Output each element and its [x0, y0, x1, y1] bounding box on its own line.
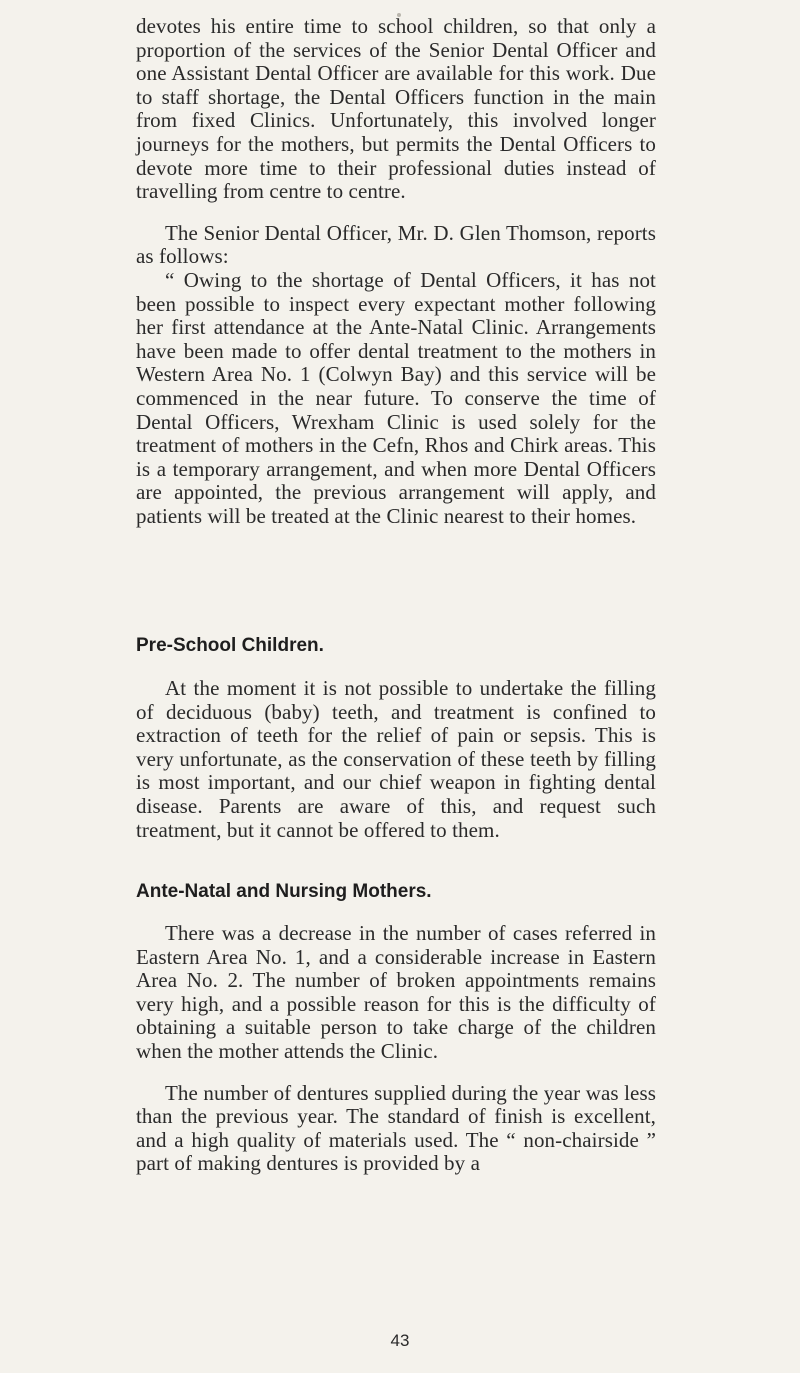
paragraph-pre-school: At the moment it is not possible to undertake the filling of deciduous (baby) teeth, and treatment is confined to extraction of teeth for the relief of pain or sepsis. This is very unfortunate, as the conservation of these teeth by filling is most important, and our chief weapon in fighting dental disease. Parents are aware of this, and request such treatment, but it cannot be offered to them.	[136, 676, 656, 842]
pre-school-section	[136, 677, 656, 842]
page-number: 43	[390, 1331, 410, 1350]
intro-section	[136, 15, 656, 528]
ante-natal-section	[136, 922, 656, 1176]
heading-pre-school-children: Pre-School Children.	[136, 635, 324, 656]
paragraph-senior-officer-quote: “ Owing to the shortage of Dental Officers, it has not been possible to inspect every expectant mother following her first attendance at the Ante-Natal Clinic. Arrangements have been made to offer dental treatment to the mothers in Western Area No. 1 (Colwyn Bay) and this service will be commenced in the near future. To conserve the time of Dental Officers, Wrexham Clinic is used solely for the treatment of mothers in the Cefn, Rhos and Chirk areas. This is a temporary arrangement, and when more Dental Officers are appointed, the previous arrangement will apply, and patients will be treated at the Clinic nearest to their homes.	[136, 267, 656, 528]
paragraph-referred-cases: There was a decrease in the number of cases referred in Eastern Area No. 1, and a considerable increase in Eastern Area No. 2. The number of broken appointments remains very high, and a possible reason for this is the difficulty of obtaining a suitable person to take charge of the children when the mother attends the Clinic.	[136, 921, 656, 1063]
paragraph-senior-officer-intro: The Senior Dental Officer, Mr. D. Glen Thomson, reports as follows:	[136, 220, 656, 269]
paragraph-continuation: devotes his entire time to school children, so that only a proportion of the services of the Senior Dental Officer and one Assistant Dental Officer are available for this work. Due to staff shortage, the Dental Officers function in the main from fixed Clinics. Unfortunately, this involved longer journeys for the mothers, but permits the Dental Officers to devote more time to their professional duties instead of travelling from centre to centre.	[136, 14, 656, 204]
paragraph-dentures: The number of dentures supplied during the year was less than the previous year. The standard of finish is excellent, and a high quality of materials used. The “ non-chairside ” part of making dentures is provided by a	[136, 1080, 656, 1176]
heading-ante-natal-nursing-mothers: Ante-Natal and Nursing Mothers.	[136, 881, 432, 902]
